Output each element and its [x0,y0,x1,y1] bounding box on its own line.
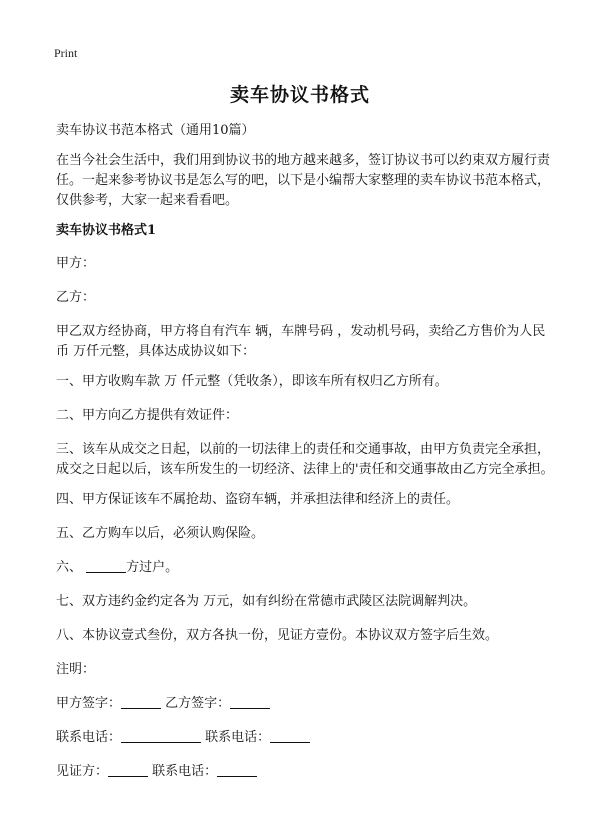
signature-line [56,694,556,714]
witness-blank [108,762,148,777]
phone-blank-3 [217,762,257,777]
party-a-sign-label: 甲方签字： [56,696,122,711]
clause-2: 二、甲方向乙方提供有效证件： [56,408,239,423]
preamble-paragraph: 甲乙双方经协商，甲方将自有汽车 辆，车牌号码 ，发动机号码，卖给乙方售价为人民币 万仟元整，具体达成协议如下： [56,324,546,359]
party-b-line: 乙方： [56,290,96,305]
party-b-sign-label: 乙方签字： [165,696,231,711]
phone-line [56,728,556,748]
document-body [56,121,556,792]
phone-label-2: 联系电话： [205,730,271,745]
clause-8: 八、本协议壹式叁份，双方各执一份，见证方壹份。本协议双方签字后生效。 [56,628,499,643]
clause-6-suffix: 方过户。 [126,560,179,575]
clause-7: 七、双方违约金约定各为 万元，如有纠纷在常德市武陵区法院调解判决。 [56,594,477,609]
witness-line [56,762,556,782]
clause-1: 一、甲方收购车款 万 仟元整（凭收条），即该车所有权归乙方所有。 [56,374,448,389]
clause-5: 五、乙方购车以后，必须认购保险。 [56,526,265,541]
phone-blank-1 [121,728,201,743]
phone-label-3: 联系电话： [152,764,218,779]
witness-label: 见证方： [56,764,109,779]
party-a-sign-blank [121,694,161,709]
phone-blank-2 [270,728,310,743]
clause-3: 三、该车从成交之日起，以前的一切法律上的责任和交通事故，由甲方负责完全承担，成交之日起以后，该车所发生的一切经济、法律上的'责任和交通事故由乙方完全承担。 [56,442,554,477]
note-line: 注明： [56,662,96,677]
clause-6 [56,558,556,578]
party-a-line: 甲方： [56,256,96,271]
clause-6-prefix: 六、 [56,560,83,575]
document-title: 卖车协议书格式 [229,84,370,106]
clause-4: 四、甲方保证该车不属抢劫、盗窃车辆，并承担法律和经济上的责任。 [56,492,460,507]
party-b-sign-blank [230,694,270,709]
phone-label-1: 联系电话： [56,730,122,745]
intro-paragraph: 在当今社会生活中，我们用到协议书的地方越来越多，签订协议书可以约束双方履行责任。一起来参考协议书是怎么写的吧，以下是小编帮大家整理的卖车协议书范本格式，仅供参考，大家一起来看看吧。 [56,153,551,208]
print-link[interactable]: Print [54,46,78,60]
section-heading: 卖车协议书格式1 [56,223,157,238]
subtitle: 卖车协议书范本格式（通用10篇） [56,123,255,138]
transfer-blank [86,558,126,573]
